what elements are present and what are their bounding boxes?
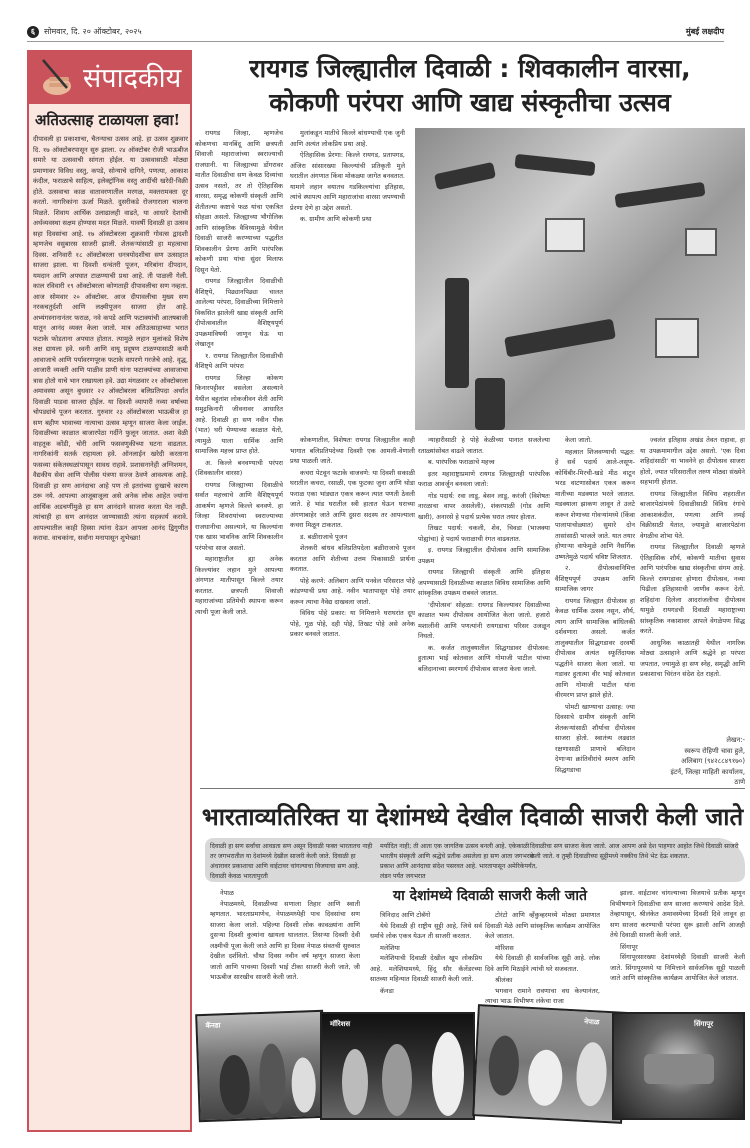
article-paragraph: रायगड जिल्ह्यातील दिवाळीची वैशिष्ट्ये, पिढ्यानपिढ्या चालत आलेल्या परंपरा, दिवाळीच्या निमित्ताने विकसित झालेली खाद्य संस्कृती आणि दीपोत्सवातील वैशिष्ट्यपूर्ण उपक्रमांविषयी जाणून घेऊ या लेखातून [195,277,283,348]
editorial-banner [29,52,190,104]
article-paragraph: क. ग्रामीण आणि कोकणी प्रथा [300,215,372,223]
intro-column-3: दिवाळीचा सण साजरा केला जातो. आज आपण असे देश पाहणार आहोत जिथे दिवाळी साजरी केली जाते. व तुम्ही दिवाळीच्या सुट्टीमध्ये नक्कीच तिथे भेट देऊ शकतात. [530,843,739,860]
country-heading: सिंगापूर [620,942,638,951]
article-paragraph: रायगड जिल्हा, म्हणजेच कोकणचा मानबिंदू आणि छत्रपती शिवाजी महाराजांच्या स्वराज्याची राजधानी. या जिल्ह्याच्या डोंगरावर मातीत दिवाळीचा सण केवळ दिव्यांचा उत्सव नसतो, तर तो ऐतिहासिक वारसा, समृद्ध कोकणी संस्कृती आणि शेतीतल्या कष्टाचे फळ यांचा एकत्रित सोहळा असतो. जिल्ह्याच्या भौगोलिक आणि सांस्कृतिक वैविध्यामुळे येथील दिवाळी साजरी करण्याच्या पद्धतीत शिवकालीन प्रेरणा आणि पारंपरिक कोकणी प्रथा यांचा सुंदर मिलाफ दिसून येतो. [195,129,283,274]
editorial-body: दीपावली हा प्रकाशाचा, चैतन्याचा उत्सव आहे. हा उत्सव शुक्रवार दि. १७ ऑक्टोबरपासून सुरु झाला. २४ ऑक्टोबर रोजी भाऊबीज समारे या उत्सवाची सांगता होईल. या उत्सवासाठी मोठ्या प्रमाणावर विविध वस्तु, कपडे, सोन्याचे दागिने, पणत्या, आकाश कंदील, फराळाचे साहित्य, इलेक्ट्रॉनिक वस्तु आदींची खरेदी-विक्री होते. उत्सवाचा काळ वातावरणातील मरगळ, मक्तरामक्ता दूर करतो. नागरिकांना ऊर्जा मिळते. दुसरीकडे रोजगाराला चालना मिळते. शिवाय आर्थिक उलाढालही वाढते, या आधारे देशाची अर्थव्यवस्था सक्षम होण्यास मदत मिळते. यावर्षी दिवाळी हा उत्सव सहा दिवसांचा आहे. १७ ऑक्टोबरला शुक्रवारी गोवत्स द्वादशी म्हणजेच वसुबारस साजरी झाली. शेतकऱ्यांसाठी हा महत्वाचा दिवस. शनिवारी १८ ऑक्टोबरला धनत्रयोदशीचा सण उत्साहात साजरा झाला. या दिवशी धन्वंतरी पूजन, मरिबांना दीपदान, यमदान आणि अपघात टाळण्याची प्रथा आहे. ती पाळली गेली. काल रविवारी १९ ऑक्टोबरला कोणताही दीपावलीचा सण नव्हता. आज सोमवार २० ऑक्टोबर. आज दीपावलीचा मुख्य सण नरकचतुर्दशी आणि लक्ष्मीपूजन साजरा होत आहे. अभ्यंगस्नानानंतर फराळ, नवे कपडे आणि फटाक्यांची आतषबाजी यातून आनंद व्यक्त केला जातो. मात्र अतिउत्साहाच्या भरात फटाके फोडताना अपघात होतात. त्यामुळे लहान मुलांकडे विशेष लक्ष द्यायला हवे. ध्वनी आणि वायू प्रदूषण टाळण्यासाठी कमी आवाजाचे आणि पर्यावरणपूरक फटाके वापरणे गरजेचे आहे. वृद्ध, आजारी व्यक्ती आणि पाळीव प्राणी यांना फटाक्यांच्या आवाजाचा त्रास होतो याचे भान राखायला हवे. उद्या मंगळवार २१ ऑक्टोबरला अमावस्या असून बुधवार २२ ऑक्टोबरला बलिप्रतिपदा अर्थात दिवाळी पाडवा साजरा होईल. या दिवशी व्यापारी नव्या वर्षाच्या चोपड्यांचे पूजन करतात. गुरुवार २३ ऑक्टोबरला भाऊबीज हा सण बहीण भावाच्या नात्याचा उत्सव म्हणून साजरा केला जाईल. दिवाळीच्या काळात बाजारपेठा गर्दीने फुलून जातात. अशा वेळी वाहतूक कोंडी, चोरी आणि फसवणुकीच्या घटना वाढतात. नागरिकांनी सतर्क राहायला हवे. ऑनलाईन खरेदी करताना फसव्या संकेतस्थळांपासून सावध राहावे. प्रशासनानेही अग्निशमन, वैद्यकीय सेवा आणि पोलीस यंत्रणा सज्ज ठेवणे आवश्यक आहे. दिवाळी हा सण आनंदाचा आहे पण तो इतरांच्या दुःखाचे कारण ठरू नये. आपल्या आजूबाजूला असे अनेक लोक आहेत ज्यांना आर्थिक अडचणींमुळे हा सण आनंदाने साजरा करता येत नाही. त्यांचाही हा सण आनंदात जाण्यासाठी त्यांना सहकार्य करावे. आपल्यातील काही हिस्सा त्यांना देऊन आपला आनंद द्विगुणीत करावा. वाचकांना, सर्वांना मनापासून शुभेच्छा! [33,135,188,542]
country-paragraph: सिंगापूरसारख्या देशांमध्येही दिवाळी साजरी केली जाते. सिंगापूरमध्ये या निमित्ताने सार्वजनिक सुट्टी पाळली जाते आणि सांस्कृतिक कार्यक्रम आयोजित केले जातात. [610,953,745,982]
country-heading: मलेशिया [380,943,400,952]
country-heading: मॉरिशस [495,943,514,952]
article-column-2b [290,435,415,785]
byline-role: अलिबाग (९४२८८४९१७०) [681,757,745,765]
country-heading: नेपाळ [220,889,234,897]
country-column-2 [370,910,482,1005]
editorial-section-label: संपादकीय [83,63,182,94]
photo-caption-singapore: सिंगापूर [694,1020,714,1028]
article-paragraph: 'दीपोत्सव' सोहळा: रायगड किल्ल्यावर दिवाळीच्या काळात भव्य दीपोत्सव आयोजित केला जातो. हजारो मशालींनी आणि पणत्यांनी रायगडाचा परिसर उजळून निघतो. [418,600,550,640]
second-subheadline: या देशांमध्ये दिवाळी साजरी केली जाते [393,888,587,904]
country-heading: कॅनडा [380,986,394,995]
second-headline: भारताव्यतिरिक्त या देशांमध्ये देखील दिवाळी साजरी केली जाते [201,803,744,831]
photo-caption-nepal: नेपाळ [584,1017,600,1027]
article-column-5 [640,435,745,730]
article-paragraph: मुलांकडून मातीचे किल्ले बांधण्याची एक जुनी आणि अत्यंत लोकप्रिय प्रथा आहे. [290,129,405,148]
country-paragraph: येथे दिवाळी ही सार्वजनिक सुट्टी आहे. लोक दिवे आणि मिठाईने त्यांची घरे सजवतात. [485,954,600,973]
country-paragraph: मलेशियाची दिवाळी देखील खूप लोकप्रिय आहे. मलेशियामध्ये, हिंदू सौर कॅलेंडरच्या सातव्या महिन्यात दिवाळी साजरी केली जाते. [370,954,482,983]
article-paragraph: केला जातो. [565,436,593,444]
byline-label: लेखन:- [726,736,745,744]
article-paragraph: पोमटी खाण्याचा उत्साह: ज्या दिवसाचे ग्रामीण संस्कृती आणि शेतकऱ्यांसाठी शौर्याचा दीपोत्सव साजरा होतो. स्वातंत्र्य लढ्यात रक्षणासाठी प्राणाचे बलिदान देणाऱ्या क्रांतिवीरांचे स्मरण आणि सिद्धगडाचा [555,702,635,774]
article-paragraph: आधुनिक काळातही येथील नागरिक मोठ्या उत्साहाने आणि श्रद्धेने हा परंपरा जपतात, ज्यामुळे हा सण स्नेह, समृद्धी आणि प्रकाशाचा चिरंतन संदेश देत राहतो. [640,638,745,678]
article-paragraph: ब. पारंपरिक फराळाचे महत्त्व [428,458,495,466]
photo-caption-mauritius: मॉरिशस [330,1020,351,1028]
dateline: सोमवार, दि. २० ऑक्टोबर, २०२५ [44,27,142,36]
article-paragraph: रायगड जिल्ह्याच्या दिवाळीचे सर्वात महत्त्वाचे आणि वैशिष्ट्यपूर्ण आकर्षण म्हणजे किल्ले बनवणे. हा जिल्हा शिवरायांच्या स्वराज्याच्या राजधानीचा असल्याने, या किल्ल्यांना एक खास भावनिक आणि शिवकालीन परंपरेचा साज असतो. [195,480,283,552]
country-column-4 [610,888,745,993]
byline [640,735,745,788]
article-column-3 [418,435,550,785]
article-paragraph: ऐतिहासिक प्रेरणा: किल्ले रायगड, प्रतापगड, अंजिरा सांसारख्या किल्ल्यांची प्रतिकृती मुले घरातील अंगणात किंवा मोकळ्या जागेत बनवतात. यामागे लहान वयातच गडकिल्ल्यांचा इतिहास, त्यांचे स्थापत्य आणि महाराजांचा वारसा जपण्याची प्रेरणा देणे हा उद्देश असतो. [290,151,405,212]
article-paragraph: शेतकरी बांधव बलिप्रतिपदेला बळीराजाचे पूजन करतात आणि शेतीच्या उत्तम पिकासाठी प्रार्थना करतात. [290,544,415,573]
newspaper-name: मुंबई लक्षदीप [685,27,724,36]
country-heading: श्रीलंका [495,976,513,984]
article-paragraph: कोकणातील, विशेषतः रायगड जिल्ह्यातील काही भागात बलिप्रतिपदेच्या दिवशी एक आमली-वेणाली प्रथा पाळली जाते. [290,436,415,465]
country-paragraph: भगवान रामाने रावणाचा वध केल्यानंतर, त्याचा भाऊ विभीषण लंकेचा राजा [485,986,600,1005]
article-paragraph: ड. बळीराजाचे पूजन [300,532,348,541]
article-paragraph: कचरा पेटवून फटाके वाजवणे: या दिवशी सकाळी घरातील कचरा, रसाळी, एक फुटका जुना आणि थोडा फराळ एका भांड्यात एकत्र करून त्यात पणती ठेवली जाते. हे भांड घरातील स्त्री हातात घेऊन घराच्या अंगणाबाहेर जाते आणि दुसरा सदस्य तर आपल्याला कचरा मिळून टाकतात. [290,468,415,529]
photo-caption-canada: कॅनडा [205,1021,221,1030]
article-paragraph: रायगड जिल्ह्यातील दिवाळी म्हणजे ऐतिहासिक शौर्य, कोकणी मातीचा सुवास आणि पारंपरिक खाद्य संस्कृतीचा संगम आहे. किल्ले रायगडावर होणारा दीपोत्सव, नव्या पिढीला इतिहासाची जाणीव करून देतो. शहिदांना दिलेला आदरांजलीचा दीपोत्सव यामुळे रायगडची दिवाळी महाराष्ट्राच्या सांस्कृतिक नकाशावर आपले वेगळेपण सिद्ध करते. [640,543,745,635]
article-paragraph: पोहे करणे: अलिबाग आणि पनवेल परिसरात पोहे कांडण्याची प्रथा आहे. नवीन भातापासून पोहे तयार करून त्याचा नैवेद्य दाखवला जातो. [290,576,415,606]
article-paragraph: १. रायगड जिल्ह्यातील दिवाळीची वैशिष्ट्ये आणि परंपरा [195,351,283,370]
intro-column-2: मर्यादित नाही; ती आता एक जागतिक उत्सव बनली आहे. एकेकाळी भारतीय संस्कृती आणि श्रद्धेचे प्रतीक असलेला हा सण आता जगभरात प्रकाश आणि आनंदाचा संदेश पसरवत आहे. भारतापासून अमेरिकेपर्यंत, लंडन पर्यंत जगभरात [380,843,538,880]
article-paragraph: महाराष्ट्रातील ह्या अनेक किल्ल्यांवर लहान मुले आपल्या अंगणात मातीपासून किल्ले तयार करतात. छत्रपती शिवाजी महाराजांच्या प्रतिमेची स्थापना करून त्याची पूजा केली जाते. [195,555,283,616]
article-paragraph: इतर महाराष्ट्राप्रमाणे रायगड जिल्ह्यातही पारंपरिक फराळ आवर्जून बनवला जातो: [418,469,550,488]
photo-canada [195,1010,327,1122]
editorial-headline: अतिउत्साह टाळायला हवा! [35,111,181,129]
country-paragraph: झाला. वाईटावर चांगल्याच्या विजयाचे प्रतीक म्हणून विभीषणाने दिवाळीचा सण साजरा करण्याचे आदेश दिले. तेव्हापासून, श्रीलंकेत अमावस्येच्या दिवशी दिवे लावून हा सण साजरा करण्याची परंपरा सुरू झाली आणि आजही तेथे दिवाळी साजरी केली जाते. [610,889,745,939]
article-paragraph: तिखट पदार्थ: चकली, शेव, चिवडा (भाजक्या पोह्यांचा) हे पदार्थ फराळाची रंगत वाढवतात. [418,524,550,543]
article-paragraph: अ. किल्ले बनवण्याची परंपरा (शिवकालीन वारसा) [195,458,283,477]
editorial-column [27,50,192,1132]
country-paragraph: नेपाळमध्ये, दिवाळीच्या सणाला तिहार आणि स्वाती म्हणतात. भारताप्रमाणेच, नेपाळमध्येही पाच दिवसांचा सण साजरा केला जातो. पहिल्या दिवशी लोक कावळ्यांना आणि दुसऱ्या दिवशी कुत्र्यांना खायला घालतात. तिसऱ्या दिवशी देवी लक्ष्मीची पूजा केली जाते आणि हा दिवस नेपाळ संवतची सुरुवात देखील दर्शवितो. चौथा दिवस नवीन वर्ष म्हणून साजरा केला जातो आणि पाचव्या दिवशी भाई टीका साजरी केली जाते, जी भाऊबीज सारखीच साजरी केली जाते. [210,899,360,981]
photo-mauritius [320,1012,475,1120]
article-paragraph: रायगड जिल्हा कोकण किनारपट्टीवर वसलेला असल्याने येथील बहुतांश लोकजीवन शेती आणि समुद्रकिनारी जीवनावर आधारित आहे. दिवाळी हा सण नवीन पीक (भात) घरी येण्याच्या काळात येतो, त्यामुळे याला धार्मिक आणि सामाजिक महत्त्व प्राप्त होते. [195,373,283,455]
article-paragraph: २. दीपोत्सवानिमित्त वैशिष्ट्यपूर्ण उपक्रम आणि सामाजिक जागर [555,564,635,593]
article-paragraph: महत्वात शिजवण्याची पद्धत: हे सर्व पदार्थ आले-लसूण-कोथिंबीर-मिरची-खडे मीठ वाटून भरड वाटणासोबत एकत्र करून मातीच्या मडक्यात भरले जातात. मडक्याला झाकण लावून ते उलटे करून शेणाच्या गोवऱ्यांमध्ये (किंवा पालापाचोळ्यात) सुमारे दोन तासांसाठी भाजले जाते. यात तयार होणाऱ्या वाफेमुळे आणि नैसर्गिक उष्णतेमुळे पदार्थ चविष्ट शिजतात. [555,447,635,561]
main-headline-line1: रायगड जिल्ह्यातील दिवाळी : शिवकालीन वारसा, [249,54,691,83]
article-paragraph: न्याहारीसाठी हे पोहे केळीच्या पानात सजलेल्या रताळ्यांसोबत वाढले जातात. [418,436,550,455]
page-number-badge: ६ [27,26,39,38]
article-paragraph: ज्वलंत इतिहास अखंड तेवत राहावा, हा या उपक्रमामागील उद्देश असतो. 'एक दिवा शहिदांसाठी' या भावनेने हा दीपोत्सव साजरा होतो, ज्यात परिसरातील तरुण मोठ्या संख्येने सहभागी होतात. [640,436,745,486]
article-column-2a [290,128,405,428]
fort-model-photo [415,128,745,430]
country-paragraph: येथे दिवाळी ही राष्ट्रीय सुट्टी आहे, जिथे सर्व धर्माचे लोक एकत्र येऊन ती साजरी करतात. [370,921,482,940]
byline-name: स्वरूप रोहिणी चावा हुले, [684,746,745,755]
section-divider [200,788,745,789]
byline-office: इंटर्न, जिल्हा माहिती कार्यालय, [670,767,745,776]
article-paragraph: विविध पोहे प्रकार: या निमित्ताने घराघरांत दूध पोहे, गूळ पोहे, दही पोहे, तिखट पोहे असे अनेक प्रकार बनवले जातात. [290,609,415,638]
article-paragraph: इ. रायगड जिल्ह्यातील दीपोत्सव आणि सामाजिक उपक्रम [418,546,550,565]
main-headline-line2: कोकणी परंपरा आणि खाद्य संस्कृतीचा उत्सव [269,88,671,117]
article-column-1 [195,128,283,783]
intro-column-1: दिवाळी हा सण सर्वांचा आवडता सण असून दिवाळी फक्त भारतातच नाही तर जगभरातील या देशांमध्ये देखील साजरी केली जाते. दिवाळी हा अंधारावर प्रकाशाचा आणि वाईटावर चांगल्याचा विजयाचा सण आहे. दिवाळी केवळ भारतापुरती [210,843,373,880]
photo-singapore [612,1012,745,1120]
article-paragraph: क. कर्जत तालुक्यातील सिद्धगडावर दीपोत्सव: हुतात्मा भाई कोतवाल आणि गोमाजी पाटील यांच्या बलिदानाच्या स्मरणार्थ दीपोत्सव साजरा केला जातो. [418,643,550,673]
photo-nepal [472,1004,628,1124]
country-paragraph: टोरंटो आणि व्हॅंकुव्हरमध्ये मोठ्या प्रमाणात दिवाळी मेळे आणि सांस्कृतिक कार्यक्रम आयोजित केले जातात. [485,911,600,940]
article-paragraph: रायगड जिल्ह्यातील विविध शहरातील बाजारपेठांमध्ये दिवाळीसाठी विविध रंगांचे आकाशकंदील, पणत्या आणि लमई विक्रीसाठी येतात, ज्यामुळे बाजारपेठांना वेगळीच शोभा येते. [640,489,745,540]
page-header [27,26,724,42]
country-column-3 [485,910,600,1005]
country-heading: त्रिनिदाद आणि टोबॅगो [380,911,431,919]
article-paragraph: रायगड जिल्ह्यात दीपोत्सव हा केवळ धार्मिक उत्सव नसून, शौर्य, त्याग आणि सामाजिक बांधिलकी दर्शवणारा असतो. कर्जत तालुक्यातील सिद्धगडावर दरवर्षी दीपोत्सव अत्यंत स्फूर्तिदायक पद्धतीने साजरा केला जातो. या गडावर हुतात्मा वीर भाई कोतवाल आणि गोमाजी पाटील यांना वीरमरण प्राप्त झाले होते. [555,596,635,699]
country-column-1 [210,888,360,993]
article-paragraph: गोड पदार्थ: रवा लाडू, बेसन लाडू, करंजी (विशेषतः नारळाचा वापर असलेली), शंकरपाळी (गोड आणि खारी), अनारसे हे पदार्थ प्रत्येक घरात तयार होतात. [418,491,550,521]
byline-place: ठाणे [734,778,745,786]
article-paragraph: रायगड जिल्ह्याची संस्कृती आणि इतिहास जपण्यासाठी दिवाळीच्या काळात विविध सामाजिक आणि सांस्कृतिक उपक्रम राबवले जातात. [418,568,550,597]
article-column-4 [555,435,635,785]
main-headline [200,52,740,120]
pen-hand-icon [37,58,77,98]
